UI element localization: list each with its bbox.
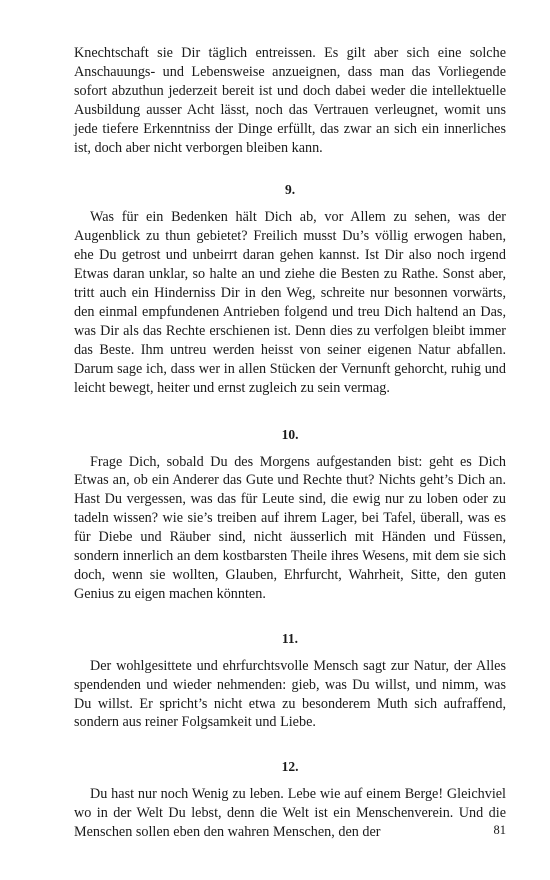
- section-heading-12: 12.: [281, 759, 299, 775]
- section-heading-9: 9.: [284, 182, 296, 198]
- paragraph-continued: Knechtschaft sie Dir täglich entreissen. Es gilt aber sich eine solche Anschauungs- und Lebensweise anzueignen, dass man das Vorliegende sofort abzuthun jederzeit bereit ist und doch dabei weder die intellektuelle Ausbildung ausser Acht lässt, noch das Vertrauen verleugnet, womit uns jede tiefere Erkenntniss der Dinge erfüllt, das zwar an sich ein innerliches ist, doch aber nicht verborgen bleiben kann.: [74, 45, 506, 156]
- section-heading-10: 10.: [281, 426, 299, 442]
- page-content: [74, 44, 506, 842]
- page-number: 81: [493, 823, 506, 837]
- section-heading-11: 11.: [281, 630, 299, 646]
- paragraph-9: Was für ein Bedenken hält Dich ab, vor Allem zu sehen, was der Augenblick zu thun gebietet? Freilich musst Du’s völlig erwogen haben, ehe Du getrost und unbeirrt daran gehen kannst. Ist Dir also noch irgend Etwas daran unklar, so halte an und ziehe die Besten zu Rathe. Sonst aber, tritt auch ein Hinderniss Dir in den Weg, schreite nur besonnen vorwärts, den einmal empfundenen Antrieben folgend und treu Dich haltend an Das, was Dir als das Rechte erschienen ist. Denn dies zu verfolgen bleibt immer das Beste. Ihm untreu werden heisst von seiner eigenen Natur abfallen. Darum sage ich, dass wer in allen Stücken der Vernunft gehorcht, ruhig und leicht bewegt, heiter und ernst zugleich zu sein vermag.: [74, 209, 506, 396]
- paragraph-11: Der wohlgesittete und ehrfurchtsvolle Mensch sagt zur Natur, der Alles spendenden und wieder nehmenden: gieb, was Du willst, und nimm, was Du willst. Er spricht’s nicht etwa zu besonderem Muth sich aufraffend, sondern aus reiner Folgsamkeit und Liebe.: [74, 657, 506, 731]
- paragraph-10: Frage Dich, sobald Du des Morgens aufgestanden bist: geht es Dich Etwas an, ob ein Anderer das Gute und Rechte thut? Nichts geht’s Dich an. Hast Du vergessen, was das für Leute sind, die ewig nur zu loben oder zu tadeln wissen? wie sie’s treiben auf ihrem Lager, bei Tafel, überall, was es für Diebe und Räuber sind, nicht äusserlich mit Händen und Füssen, sondern innerlich an dem kostbarsten Theile ihres Wesens, mit dem sie sich doch, wenn sie wollten, Glauben, Ehrfurcht, Wahrheit, Sitte, den guten Genius zu eigen machen könnten.: [74, 453, 506, 602]
- paragraph-12: Du hast nur noch Wenig zu leben. Lebe wie auf einem Berge! Gleichviel wo in der Welt Du lebst, denn die Welt ist ein Menschenverein. Und die Menschen sollen eben den wahren Menschen, den der: [74, 786, 506, 841]
